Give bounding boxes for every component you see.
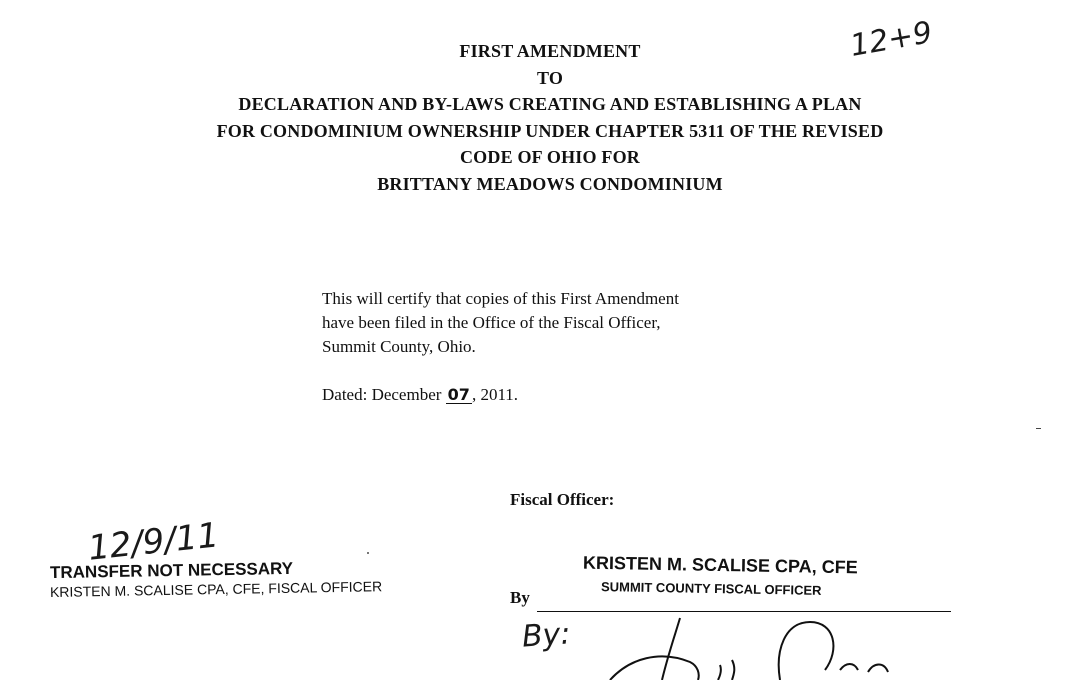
fiscal-officer-label: Fiscal Officer: bbox=[510, 490, 615, 509]
officer-stamp-name: KRISTEN M. SCALISE CPA, CFE bbox=[582, 552, 858, 578]
dated-prefix: Dated: December bbox=[322, 385, 446, 404]
document-title bbox=[0, 38, 1080, 197]
handwritten-page-note: 12+9 bbox=[847, 15, 935, 64]
dated-line bbox=[322, 385, 518, 405]
certification-line-2: have been filed in the Office of the Fiscal Officer, bbox=[322, 313, 661, 332]
certification-paragraph bbox=[322, 287, 792, 359]
title-line-4: FOR CONDOMINIUM OWNERSHIP UNDER CHAPTER 5311 OF THE REVISED bbox=[216, 120, 884, 141]
dated-day-handwritten: 07 bbox=[447, 385, 470, 404]
transfer-stamp-line-2: KRISTEN M. SCALISE CPA, CFE, FISCAL OFFICER bbox=[49, 578, 383, 600]
title-line-5: CODE OF OHIO FOR bbox=[459, 147, 641, 167]
dated-suffix: , 2011. bbox=[471, 385, 519, 404]
title-line-2: TO bbox=[536, 67, 564, 88]
handwritten-by: By: bbox=[520, 616, 572, 655]
title-line-1: FIRST AMENDMENT bbox=[459, 41, 641, 61]
certification-line-1: This will certify that copies of this First Amendment bbox=[322, 289, 679, 308]
transfer-stamp-line-1: TRANSFER NOT NECESSARY bbox=[49, 558, 294, 583]
by-label: By bbox=[510, 588, 530, 607]
scan-speck bbox=[367, 552, 369, 554]
title-line-6: BRITTANY MEADOWS CONDOMINIUM bbox=[377, 173, 723, 194]
scan-mark bbox=[1036, 428, 1041, 429]
certification-line-3: Summit County, Ohio. bbox=[322, 337, 476, 356]
transfer-stamp-date: 12/9/11 bbox=[86, 515, 221, 569]
title-line-3: DECLARATION AND BY-LAWS CREATING AND ESTABLISHING A PLAN bbox=[238, 94, 862, 114]
officer-stamp-title: SUMMIT COUNTY FISCAL OFFICER bbox=[600, 579, 822, 598]
signature-scribble-icon bbox=[570, 610, 930, 680]
